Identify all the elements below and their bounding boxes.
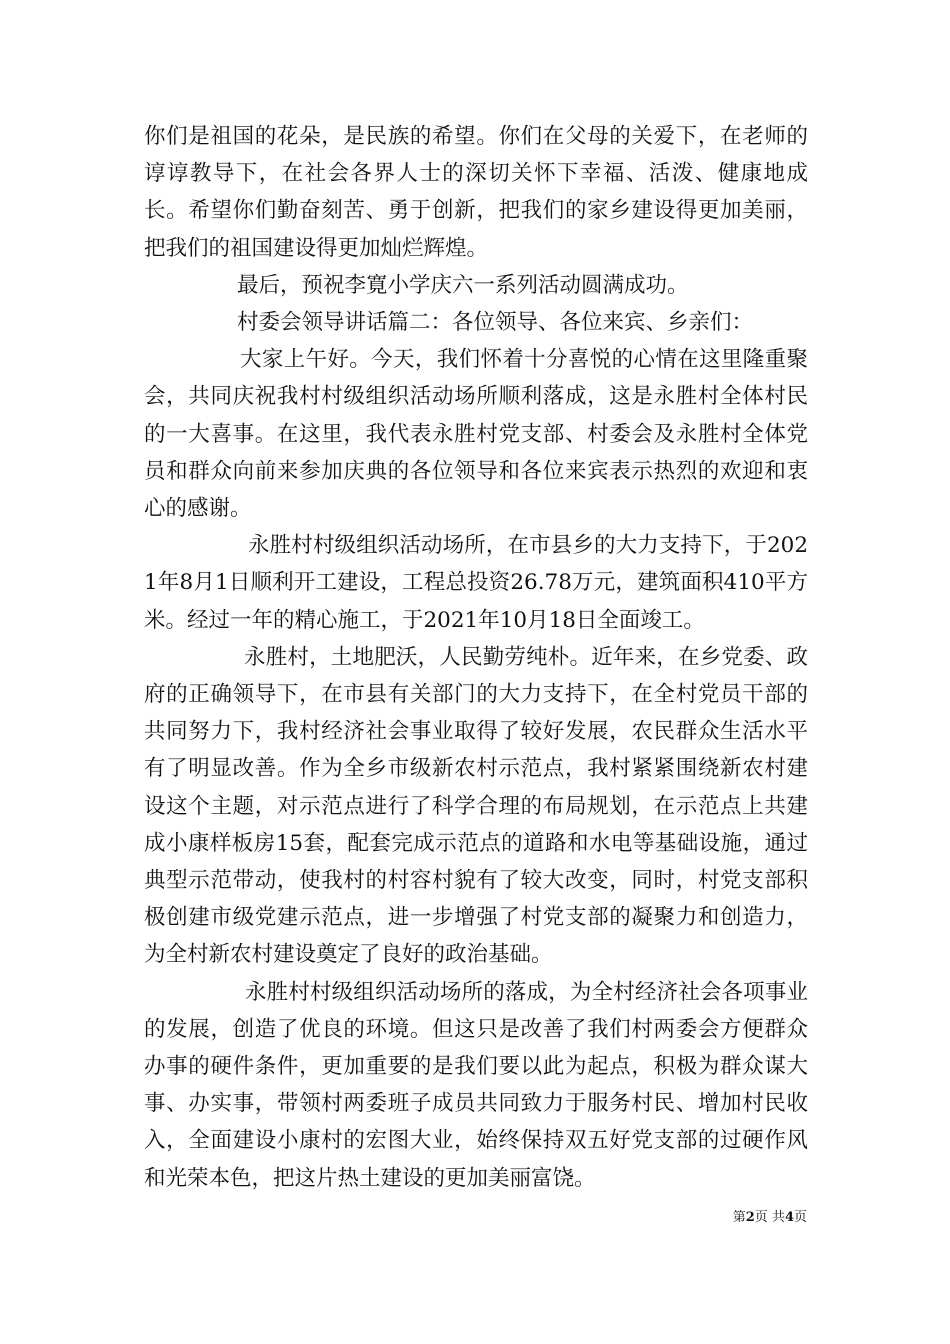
paragraph-greeting: 大家上午好。今天，我们怀着十分喜悦的心情在这里隆重聚会，共同庆祝我村村级组织活动场所顺利落成，这是永胜村全体村民的一大喜事。在这里，我代表永胜村党支部、村委会及永胜村全体党员和群众向前来参加庆典的各位领导和各位来宾表示热烈的欢迎和衷心的感谢。 [144, 347, 808, 522]
paragraph-village-development: 永胜村，土地肥沃，人民勤劳纯朴。近年来，在乡党委、政府的正确领导下，在市县有关部门的大力支持下，在全村党员干部的共同努力下，我村经济社会事业取得了较好发展，农民群众生活水平有了明显改善。作为全乡市级新农村示范点，我村紧紧围绕新农村建设这个主题，对示范点进行了科学合理的布局规划，在示范点上共建成小康样板房15套，配套完成示范点的道路和水电等基础设施，通过典型示范带动，使我村的村容村貌有了较大改变，同时，村党支部积极创建市级党建示范点，进一步增强了村党支部的凝聚力和创造力，为全村新农村建设奠定了良好的政治基础。 [144, 644, 808, 968]
paragraph-construction-facts: 永胜村村级组织活动场所，在市县乡的大力支持下，于2021年8月1日顺利开工建设，工程总投资26.78万元，建筑面积410平方米。经过一年的精心施工，于2021年10月18日全面竣工。 [144, 533, 808, 633]
footer-prefix: 第 [732, 1210, 746, 1225]
paragraph-children-wishes: 你们是祖国的花朵，是民族的希望。你们在父母的关爱下，在老师的谆谆教导下，在社会各界人士的深切关怀下幸福、活泼、健康地成长。希望你们勤奋刻苦、勇于创新，把我们的家乡建设得更加美丽，把我们的祖国建设得更加灿烂辉煌。 [144, 124, 808, 261]
footer-total-pages: 4 [784, 1210, 794, 1225]
paragraph-speech-two-heading: 村委会领导讲话篇二：各位领导、各位来宾、乡亲们： [237, 310, 754, 336]
page-number-footer [733, 1206, 807, 1225]
footer-middle: 页 共 [754, 1210, 785, 1225]
paragraph-closing-wish: 最后，预祝李寛小学庆六一系列活动圆满成功。 [237, 272, 689, 298]
footer-suffix: 页 [793, 1210, 807, 1225]
paragraph-future-goals: 永胜村村级组织活动场所的落成，为全村经济社会各项事业的发展，创造了优良的环境。但这只是改善了我们村两委会方便群众办事的硬件条件，更加重要的是我们要以此为起点，积极为群众谋大事、办实事，带领村两委班子成员共同致力于服务村民、增加村民收入，全面建设小康村的宏图大业，始终保持双五好党支部的过硬作风和光荣本色，把这片热土建设的更加美丽富饶。 [144, 979, 808, 1191]
footer-current-page: 2 [745, 1210, 755, 1225]
document-body [144, 118, 808, 1197]
